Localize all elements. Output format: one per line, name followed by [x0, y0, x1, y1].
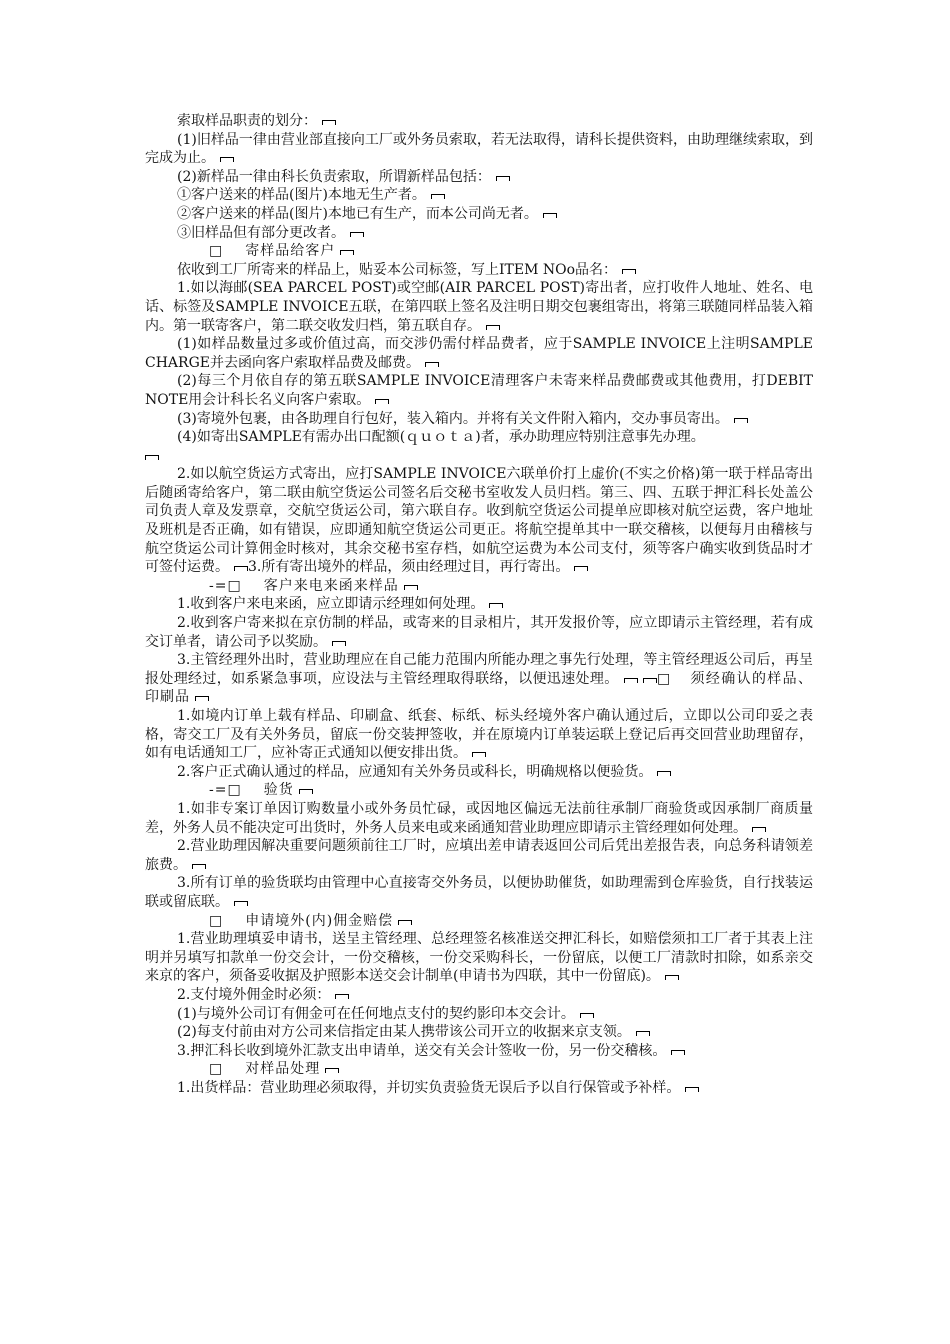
paragraph-mark-icon — [685, 1087, 699, 1092]
heading-box-icon: □ — [209, 243, 224, 260]
paragraph-text: 3.主管经理外出时，营业助理应在自己能力范围内所能办理之事先行处理，等主管经理返公司后，再呈报处理经过，如系紧急事项，应设法与主管经理取得联络，以便迅速处理。 — [145, 652, 813, 687]
paragraph-text: 3.所有寄出境外的样品，须由经理过目，再行寄出。 — [248, 559, 570, 576]
paragraph — [145, 131, 813, 168]
paragraph — [145, 930, 813, 986]
paragraph-mark-icon — [574, 566, 588, 571]
paragraph-mark-icon — [496, 176, 510, 181]
paragraph-text: 3.押汇科长收到境外汇款支出申请单，送交有关会计签收一份，另一份交稽核。 — [177, 1042, 667, 1059]
paragraph-mark-icon — [671, 1050, 685, 1055]
paragraph-text: 1.如以海邮(SEA PARCEL POST)或空邮(AIR PARCEL POST)寄出者，应打收件人地址、姓名、电话、标签及SAMPLE INVOICE五联，在第四联上签名及注明日期交包裹组寄出，将第三联随同样品装入箱内。第一联寄客户，第二联交收发归档，第五联自存。 — [145, 280, 813, 334]
heading-text: 验货 — [263, 782, 294, 799]
paragraph — [145, 372, 813, 409]
paragraph-mark-icon — [398, 920, 412, 925]
paragraph-text: (1)如样品数量过多或价值过高，而交涉仍需付样品费者，应于SAMPLE INVOICE上注明SAMPLE CHARGE并去函向客户索取样品费及邮费。 — [145, 336, 813, 371]
paragraph-text: 2.如以航空货运方式寄出，应打SAMPLE INVOICE六联单价打上虚价(不实之价格)第一联于样品寄出后随函寄给客户，第二联由航空货运公司签名后交秘书室收发人员归档。第三、四、五联于押汇科长处盖公司负责人章及发票章，交航空货运公司，第六联自存。收到航空货运公司提单应即核对航空运费，客户地址及班机是否正确，如有错误，应即通知航空货运公司更正。将航空提单其中一联交稽核，以便每月由稽核与航空货运公司计算佣金时核对，其余交秘书室存档，如航空运费为本公司支付，须等客户确实收到货品时才可签付运费。 — [145, 466, 813, 576]
paragraph-mark-icon — [195, 696, 209, 701]
paragraph-text: ①客户送来的样品(图片)本地无生产者。 — [177, 187, 426, 204]
paragraph-text: ②客户送来的样品(图片)本地已有生产，而本公司尚无者。 — [177, 205, 538, 222]
heading-box-icon: □ — [656, 670, 671, 687]
paragraph-text: (2)每三个月依自存的第五联SAMPLE INVOICE清理客户未寄来样品费邮费或其他费用，打DEBIT NOTE用会计科长名义向客户索取。 — [145, 373, 813, 408]
paragraph-mark-icon — [322, 120, 336, 125]
paragraph-mark-icon — [624, 678, 638, 683]
heading-box-icon: -=□ — [209, 577, 242, 594]
heading-box-icon: -=□ — [209, 782, 242, 799]
paragraph-mark-icon — [431, 194, 445, 199]
section-heading — [145, 912, 813, 931]
paragraph — [145, 335, 813, 372]
paragraph-text: (1)旧样品一律由营业部直接向工厂或外务员索取，若无法取得，请科长提供资料，由助理继续索取，到完成为止。 — [145, 131, 813, 167]
paragraph — [145, 1023, 813, 1042]
paragraph-mark-icon — [404, 585, 418, 590]
paragraph — [145, 800, 813, 837]
paragraph-text: (4)如寄出SAMPLE有需办出口配额(ｑｕｏｔａ)者，承办助理应特别注意事先办理。 — [177, 429, 705, 446]
paragraph-mark-icon — [643, 678, 657, 683]
paragraph — [145, 707, 813, 763]
paragraph-text: 1.如非专案订单因订购数量小或外务员忙碌，或因地区偏远无法前往承制厂商验货或因承制厂商质量差，外务人员不能决定可出货时，外务人员来电或来函通知营业助理应即请示主管经理如何处理。 — [145, 800, 813, 836]
paragraph-mark-icon — [752, 827, 766, 832]
paragraph — [145, 224, 813, 243]
paragraph — [145, 447, 813, 466]
paragraph-mark-icon — [665, 975, 679, 980]
paragraph — [145, 186, 813, 205]
paragraph-text: ③旧样品但有部分更改者。 — [177, 224, 345, 241]
paragraph-mark-icon — [350, 232, 364, 237]
paragraph-text: 1.如境内订单上载有样品、印刷盒、纸套、标纸、标头经境外客户确认通过后，立即以公司印妥之表格，寄交工厂及有关外务员，留底一份交装押签收，并在原境内订单装运联上登记后再交回营业助理留存，如有电话通知工厂，应补寄正式通知以便安排出货。 — [145, 708, 813, 762]
paragraph-mark-icon — [543, 213, 557, 218]
paragraph-mark-icon — [636, 1031, 650, 1036]
document-body — [145, 112, 813, 1097]
section-heading — [145, 1060, 813, 1079]
paragraph — [145, 410, 813, 429]
paragraph — [145, 595, 813, 614]
paragraph-mark-icon — [145, 455, 159, 460]
paragraph — [145, 1079, 813, 1098]
paragraph — [145, 112, 813, 131]
paragraph-text: 2.客户正式确认通过的样品，应通知有关外务员或科长，明确规格以便验货。 — [177, 763, 653, 780]
paragraph-mark-icon — [425, 362, 439, 367]
paragraph-mark-icon — [325, 1068, 339, 1073]
paragraph — [145, 986, 813, 1005]
paragraph-mark-icon — [340, 250, 354, 255]
paragraph — [145, 1042, 813, 1061]
paragraph-text: 索取样品职责的划分： — [177, 113, 317, 129]
paragraph-mark-icon — [375, 399, 389, 404]
heading-box-icon: □ — [209, 1061, 224, 1078]
paragraph-mark-icon — [299, 789, 313, 794]
paragraph-text: 依收到工厂所寄来的样品上，贴妥本公司标签，写上ITEM NOo品名： — [177, 261, 618, 278]
paragraph — [145, 261, 813, 280]
paragraph-mark-icon — [734, 418, 748, 423]
paragraph-text: 1.收到客户来电来函，应立即请示经理如何处理。 — [177, 596, 485, 613]
paragraph — [145, 1005, 813, 1024]
paragraph — [145, 205, 813, 224]
heading-text: 须经确认的样品、印刷品 — [145, 670, 814, 706]
heading-text: 客户来电来函来样品 — [263, 577, 399, 594]
heading-text: 寄样品给客户 — [245, 243, 336, 260]
paragraph-text: 3.所有订单的验货联均由管理中心直接寄交外务员，以便协助催货，如助理需到仓库验货，自行找装运联或留底联。 — [145, 875, 813, 910]
paragraph-text: (2)每支付前由对方公司来信指定由某人携带该公司开立的收据来京支领。 — [177, 1024, 631, 1041]
paragraph-mark-icon — [335, 994, 349, 999]
paragraph-mark-icon — [472, 752, 486, 757]
paragraph — [145, 168, 813, 187]
paragraph-text: (2)新样品一律由科长负责索取，所谓新样品包括： — [177, 168, 491, 185]
paragraph-text: (1)与境外公司订有佣金可在任何地点支付的契约影印本交会计。 — [177, 1005, 575, 1022]
heading-text: 申请境外(内)佣金赔偿 — [245, 912, 394, 929]
paragraph-mark-icon — [580, 1013, 594, 1018]
heading-box-icon: □ — [209, 912, 224, 929]
paragraph-mark-icon — [234, 566, 248, 571]
paragraph-text: 2.支付境外佣金时必须： — [177, 986, 331, 1003]
paragraph — [145, 651, 813, 707]
section-heading — [145, 242, 813, 261]
paragraph-mark-icon — [486, 325, 500, 330]
paragraph — [145, 763, 813, 782]
paragraph — [145, 465, 813, 577]
section-heading — [145, 577, 813, 596]
heading-text: 对样品处理 — [245, 1061, 321, 1078]
paragraph-mark-icon — [234, 901, 248, 906]
paragraph-mark-icon — [192, 864, 206, 869]
paragraph-mark-icon — [657, 771, 671, 776]
paragraph — [145, 428, 813, 447]
paragraph-mark-icon — [622, 269, 636, 274]
paragraph-mark-icon — [220, 157, 234, 162]
paragraph-text: (3)寄境外包裹，由各助理自行包好，装入箱内。并将有关文件附入箱内，交办事员寄出。 — [177, 410, 729, 427]
paragraph-mark-icon — [332, 641, 346, 646]
paragraph-mark-icon — [489, 603, 503, 608]
paragraph-text: 2.收到客户寄来拟在京仿制的样品，或寄来的目录相片，其开发报价等，应立即请示主管经理，若有成交订单者，请公司予以奖励。 — [145, 615, 813, 650]
paragraph — [145, 279, 813, 335]
paragraph — [145, 874, 813, 911]
paragraph — [145, 837, 813, 874]
paragraph — [145, 614, 813, 651]
section-heading — [145, 781, 813, 800]
paragraph-text: 1.营业助理填妥申请书，送呈主管经理、总经理签名核准送交押汇科长，如赔偿须扣工厂者于其表上注明并另填写扣款单一份交会计，一份交稽核，一份交采购科长，一份留底，以便工厂清款时扣除，如系亲交来京的客户，须备妥收据及护照影本送交会计制单(申请书为四联，其中一份留底)。 — [145, 931, 813, 985]
paragraph-text: 1.出货样品：营业助理必须取得，并切实负责验货无误后予以自行保管或予补样。 — [177, 1079, 681, 1096]
paragraph-text: 2.营业助理因解决重要问题须前往工厂时，应填出差申请表返回公司后凭出差报告表，向总务科请领差旅费。 — [145, 838, 813, 873]
